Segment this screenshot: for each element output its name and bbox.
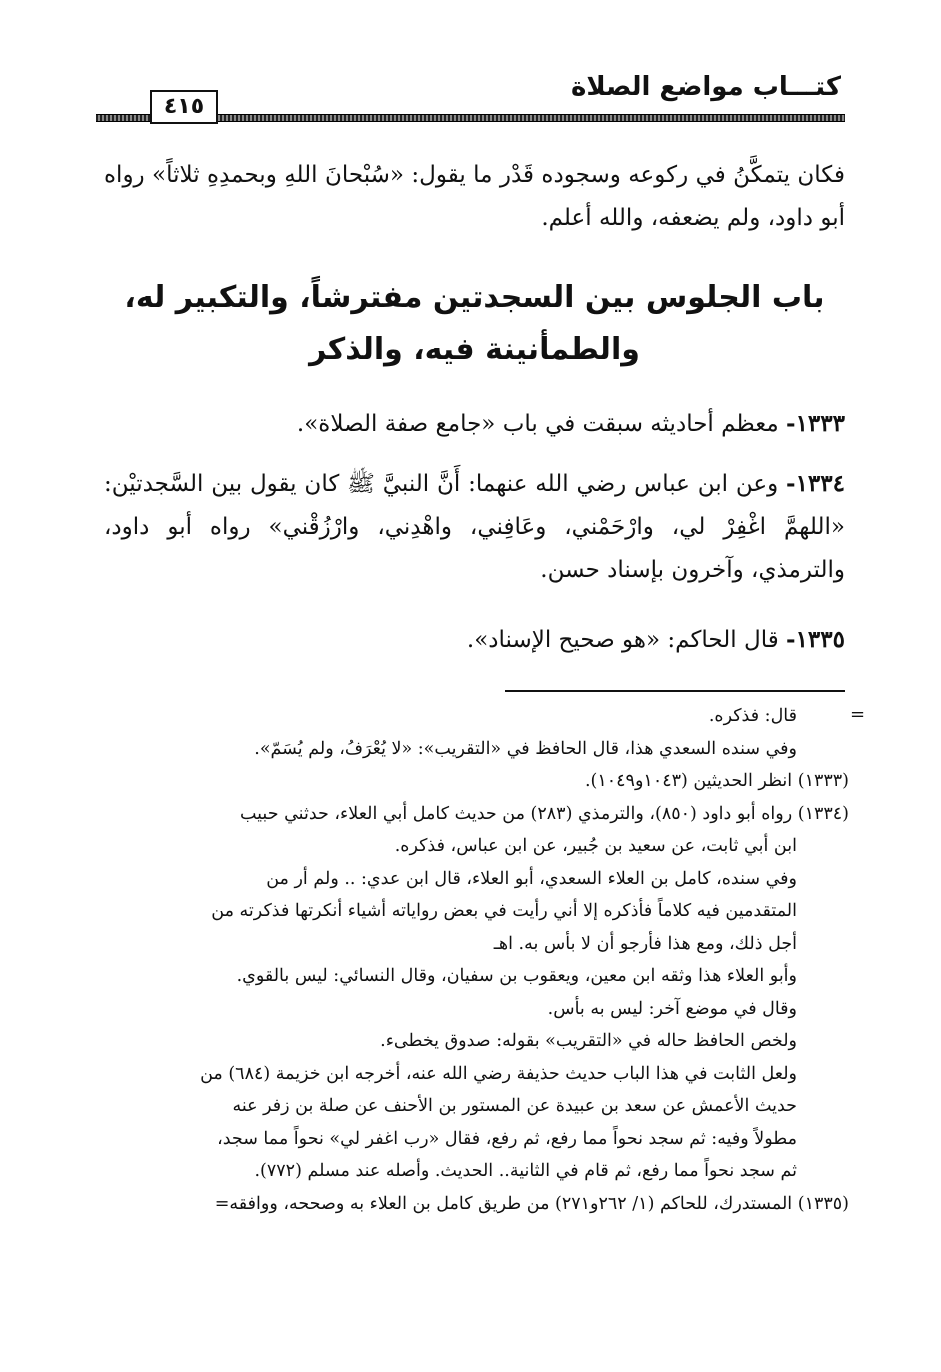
hadith-text: وعن ابن عباس رضي الله عنهما: أَنَّ النبيَّ ﷺ كان يقول بين السَّجدتيْن: «اللهمَّ اغْفِرْ لي، وارْحَمْني، وعَافِني، واهْدِني، وارْزُقْني» رواه أبو داود، والترمذي، وآخرون بإسناد حسن. bbox=[104, 471, 845, 583]
page-number: ٤١٥ bbox=[150, 90, 218, 124]
continuation-mark: = bbox=[850, 704, 866, 725]
hadith-text: قال الحاكم: «هو صحيح الإسناد». bbox=[466, 627, 779, 653]
footnote-line: حديث الأعمش عن سعد بن عبيدة عن المستور بن الأحنف عن صلة بن زفر عنه bbox=[232, 1096, 797, 1116]
footnote-line: ولعل الثابت في هذا الباب حديث حذيفة رضي الله عنه، أخرجه ابن خزيمة (٦٨٤) من bbox=[200, 1063, 797, 1084]
running-header bbox=[96, 68, 845, 128]
hadith-1333 bbox=[104, 402, 845, 446]
chapter-heading-line-2: والطمأنينة فيه، والذكر bbox=[309, 332, 640, 367]
footnote-line: ابن أبي ثابت، عن سعيد بن جُبير، عن ابن عباس، فذكره. bbox=[394, 836, 797, 856]
footnote-line: ولخص الحافظ حاله في «التقريب» بقوله: صدوق يخطىء. bbox=[380, 1031, 797, 1051]
chapter-title: كتـــاب مواضع الصلاة bbox=[571, 72, 841, 102]
footnote-line: وأبو العلاء هذا وثقه ابن معين، ويعقوب بن سفيان، وقال النسائي: ليس بالقوي. bbox=[236, 966, 797, 986]
intro-paragraph bbox=[104, 154, 845, 240]
footnote-line: (١٣٣٣) انظر الحديثين (١٠٤٣و١٠٤٩). bbox=[584, 771, 849, 791]
footnote-line: ثم سجد نحواً مما رفع، ثم قام في الثانية.. الحديث. وأصله عند مسلم (٧٧٢). bbox=[254, 1161, 797, 1181]
footnote-line: وفي سنده، كامل بن العلاء السعدي، أبو العلاء، قال ابن عدي: .. ولم أر من bbox=[266, 868, 797, 889]
hadith-number: ١٣٣٤- bbox=[786, 470, 845, 497]
footnotes bbox=[100, 700, 849, 1220]
hadith-1335 bbox=[104, 618, 845, 662]
hadith-text: معظم أحاديثه سبقت في باب «جامع صفة الصلاة». bbox=[296, 411, 779, 437]
footnote-line: وفي سنده السعدي هذا، قال الحافظ في «التقريب»: «لا يُعْرَفُ، ولم يُسَمّ». bbox=[254, 738, 797, 759]
chapter-heading-line-1: باب الجلوس بين السجدتين مفترشاً، والتكبير له، bbox=[124, 280, 825, 315]
footnote-line: (١٣٣٤) رواه أبو داود (٨٥٠)، والترمذي (٢٨٣) من حديث كامل أبي العلاء، حدثني حبيب bbox=[239, 803, 849, 824]
intro-text: فكان يتمكَّنُ في ركوعه وسجوده قَدْر ما يقول: «سُبْحانَ اللهِ وبحمدِهِ ثلاثاً» رواه أبو داود، ولم يضعفه، والله أعلم. bbox=[104, 162, 845, 231]
hadith-number: ١٣٣٣- bbox=[786, 410, 845, 437]
footnote-line: وقال في موضع آخر: ليس به بأس. bbox=[547, 998, 797, 1019]
footnote-line: مطولاً وفيه: ثم سجد نحواً مما رفع، ثم رفع، فقال «رب اغفر لي» نحواً مما سجد، bbox=[217, 1128, 797, 1149]
footnote-line: أجل ذلك، ومع هذا فأرجو أن لا بأس به. اهـ bbox=[493, 933, 797, 954]
hadith-1334 bbox=[104, 462, 845, 592]
footnote-line: (١٣٣٥) المستدرك، للحاكم (١/ ٢٦٢و٢٧١) من طريق كامل بن العلاء به وصححه، ووافقه= bbox=[214, 1193, 849, 1214]
footnote-line: المتقدمين فيه كلاماً فأذكره إلا أني رأيت في بعض رواياته أشياء أنكرتها فذكرته من bbox=[211, 901, 797, 921]
hadith-number: ١٣٣٥- bbox=[786, 626, 845, 653]
footnote-line: قال: فذكره. bbox=[708, 706, 797, 726]
chapter-heading bbox=[104, 272, 845, 376]
footnote-separator bbox=[505, 690, 845, 692]
